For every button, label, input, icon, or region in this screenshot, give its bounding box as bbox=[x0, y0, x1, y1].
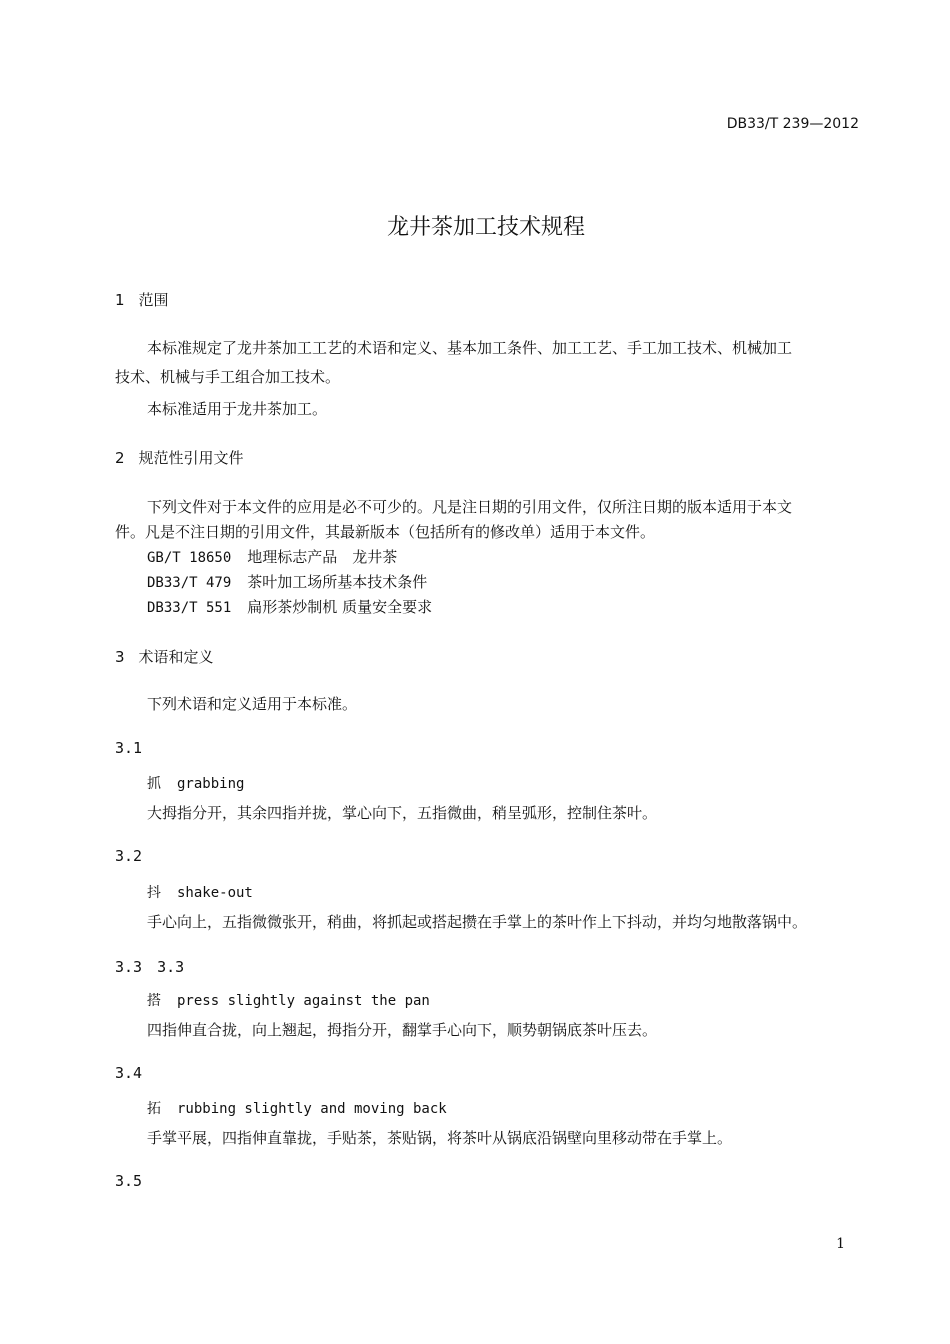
term-number: 3.2 bbox=[115, 847, 143, 865]
section-1-paragraph-line1: 本标准规定了龙井茶加工工艺的术语和定义、基本加工条件、加工工艺、手工加工技术、机械加工 bbox=[147, 339, 793, 357]
reference-item: DB33/T 479 茶叶加工场所基本技术条件 bbox=[147, 573, 428, 591]
document-code: DB33/T 239—2012 bbox=[726, 116, 859, 132]
term-definition: 手心向上，五指微微张开，稍曲，将抓起或搭起攒在手掌上的茶叶作上下抖动，并均匀地散落锅中。 bbox=[147, 913, 808, 931]
page-title: 龙井茶加工技术规程 bbox=[386, 215, 585, 240]
reference-item: DB33/T 551 扁形茶炒制机 质量安全要求 bbox=[147, 598, 433, 616]
term-entry: 抓 grabbing bbox=[147, 776, 245, 792]
term-definition: 大拇指分开，其余四指并拢，掌心向下，五指微曲，稍呈弧形，控制住茶叶。 bbox=[147, 804, 658, 822]
reference-item: GB/T 18650 地理标志产品 龙井茶 bbox=[147, 548, 398, 566]
section-2-paragraph-line2: 件。凡是不注日期的引用文件，其最新版本（包括所有的修改单）适用于本文件。 bbox=[115, 523, 656, 541]
term-entry: 抖 shake-out bbox=[147, 885, 253, 901]
section-1-scope-paragraph: 本标准适用于龙井茶加工。 bbox=[147, 400, 328, 418]
term-number: 3.5 bbox=[115, 1172, 143, 1190]
term-number: 3.1 bbox=[115, 739, 143, 757]
section-3-intro: 下列术语和定义适用于本标准。 bbox=[147, 695, 358, 713]
term-definition: 四指伸直合拢，向上翘起，拇指分开，翻掌手心向下，顺势朝锅底茶叶压去。 bbox=[147, 1021, 658, 1039]
section-2-heading: 2 规范性引用文件 bbox=[115, 449, 244, 467]
section-2-paragraph-line1: 下列文件对于本文件的应用是必不可少的。凡是注日期的引用文件，仅所注日期的版本适用于本文 bbox=[147, 498, 793, 516]
section-1-heading: 1 范围 bbox=[115, 291, 169, 309]
term-definition: 手掌平展，四指伸直靠拢，手贴茶，茶贴锅，将茶叶从锅底沿锅壁向里移动带在手掌上。 bbox=[147, 1129, 733, 1147]
term-number: 3.3 3.3 bbox=[115, 958, 185, 976]
term-entry: 搭 press slightly against the pan bbox=[147, 993, 430, 1009]
section-1-paragraph-line2: 技术、机械与手工组合加工技术。 bbox=[115, 368, 341, 386]
term-number: 3.4 bbox=[115, 1064, 143, 1082]
term-entry: 拓 rubbing slightly and moving back bbox=[147, 1101, 447, 1117]
page-number: 1 bbox=[836, 1236, 845, 1252]
section-3-heading: 3 术语和定义 bbox=[115, 648, 214, 666]
